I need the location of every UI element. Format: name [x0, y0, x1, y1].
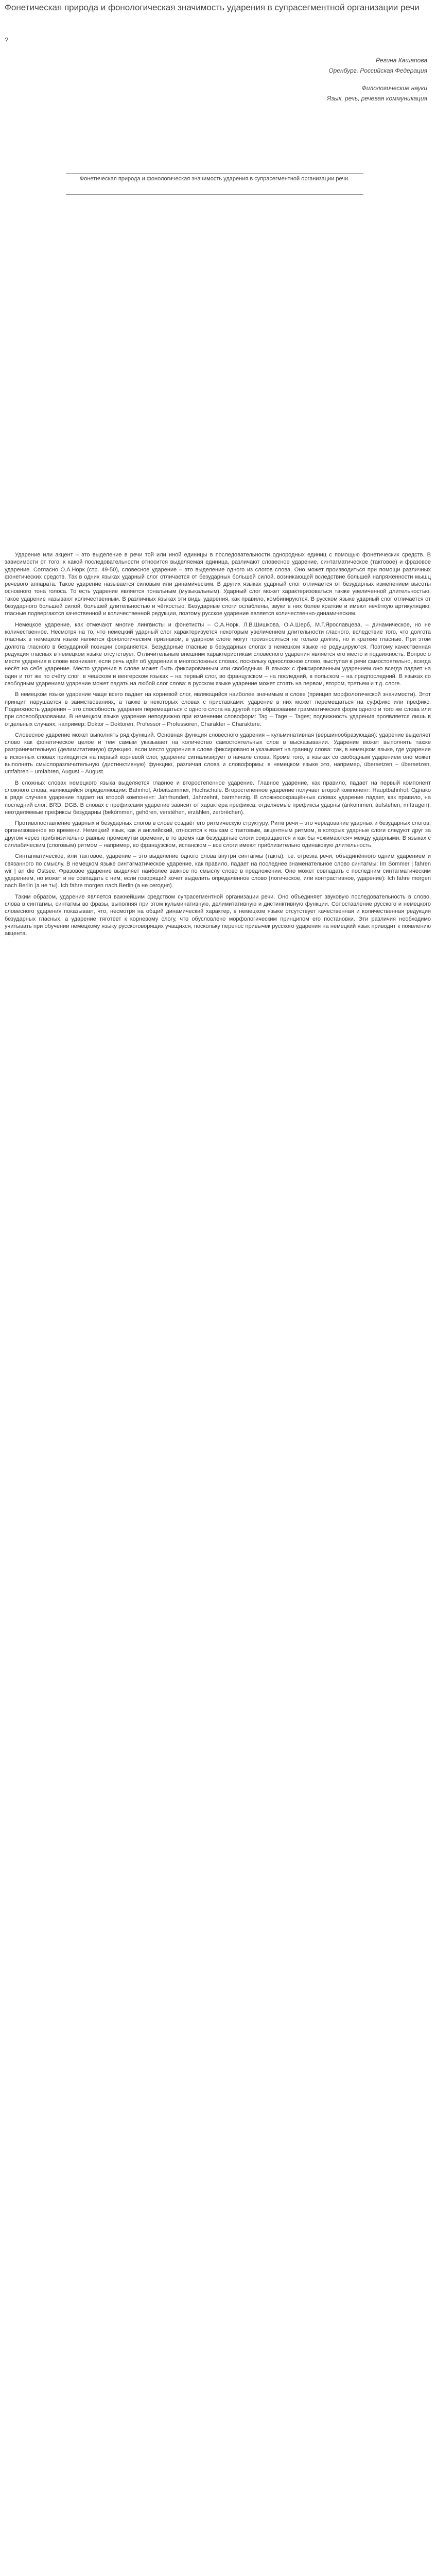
body-paragraph: Противопоставление ударных и безударных слогов в слове создаёт его ритмическую структуру. Ритм речи – это чередование ударных и безударных слогов, организованное во времени. Немецкий язык, как и английский, относится к языкам с тактовым, акцентным ритмом, в которых ударные слоги следуют друг за другом через приблизительно равные промежутки времени, в то время как безударные слоги сокращаются и как бы «сжимаются» между ударными. В языках с силлабическим (слоговым) ритмом – например, во французском, испанском – все слоги имеют приблизительно одинаковую длительность.	[5, 820, 431, 849]
science-field: Филологические науки	[361, 84, 427, 92]
author-name: Регина Кашапова	[376, 57, 427, 64]
body-paragraph: Словесное ударение может выполнять ряд функций. Основная функция словесного ударения – кульминативная (вершинообразующая): ударение выделяет слово как фонетическое целое и тем самым указывает на количество самостоятельных слов в высказывании. Ударение может выполнять также разграничительную (делимитативную) функцию, если место ударения в слове фиксировано и указывает на границу слова: так, в немецком языке, где ударение в исконных словах приходится на первый корневой слог, ударение сигнализирует о начале слова. Кроме того, в языках со свободным ударением оно может выполнять смыслоразличительную (дистинктивную) функцию, различая слова и словоформы: в немецком языке это, например, übersetzen – übersetzen, umfahren – umfahren, August – August.	[5, 732, 431, 775]
question-mark-text: ?	[5, 36, 9, 44]
body-paragraph: Синтагматическое, или тактовое, ударение – это выделение одного слова внутри синтагмы (такта), т.е. отрезка речи, объединённого одним ударением и связанного по смыслу. В немецком языке синтагматическое ударение, как правило, падает на последнее знаменательное слово синтагмы: Im Sommer | fahren wir | an die Ostsee. Фразовое ударение выделяет наиболее важное по смыслу слово в предложении. Оно может совпадать с последним синтагматическим ударением, но может и не совпадать с ним, если говорящий хочет выделить определённое слово (логическое, или контрастивное, ударение): Ich fahre morgen nach Berlin (а не ты). Ich fahre morgen nach Berlin (а не сегодня).	[5, 853, 431, 889]
article-body	[5, 551, 431, 941]
author-location: Оренбург, Российская Федерация	[328, 67, 427, 74]
body-paragraph: Немецкое ударение, как отмечают многие лингвисты и фонетисты – О.А.Норк, Л.В.Шишкова, О.А.Шерб, М.Г.Ярославцева, – динамическое, но не количественное. Несмотря на то, что немецкий ударный слог характеризуется некоторым увеличением длительности гласного, вследствие того, что долгота гласных в немецком языке является фонологическим признаком, в ударном слоге могут произноситься не только долгие, но и краткие гласные. При этом долгота гласного в безударной позиции сохраняется. Безударные гласные в безударных слогах в немецком языке не редуцируются. Поэтому качественная редукция гласных в немецком языке отсутствует. Отличительным внешним характеристикам словесного ударения является его место и подвижность. Вопрос о месте ударения в слове возникает, если речь идёт об ударении в многосложных словах, поскольку односложное слово, выступая в речи самостоятельно, всегда несёт на себе ударение. Место ударения в слове может быть фиксированным или свободным. В языках с фиксированным ударением оно всегда падает на один и тот же по счёту слог: в чешском и венгерском языках – на первый слог, во французском – на последний, в польском – на предпоследний. В языках со свободным ударением ударение может падать на любой слог слова: в русском языке ударение может стоять на первом, втором, третьем и т.д. слоге.	[5, 621, 431, 687]
body-paragraph: В немецком языке ударение чаще всего падает на корневой слог, являющийся наиболее значимым в слове (принцип морфологической значимости). Этот принцип нарушается в заимствованиях, а также в некоторых словах с приставками: ударение в них может перемещаться на суффикс или префикс. Подвижность ударения – это способность ударения перемещаться с одного слога на другой при образовании грамматических форм одного и того же слова или при словообразовании. В немецком языке ударение неподвижно при изменении словоформ: Tag – Tage – Tages; подвижность ударения проявляется лишь в отдельных случаях, например: Doktor – Doktoren, Professor – Professoren, Charakter – Charaktere.	[5, 691, 431, 727]
body-paragraph: Таким образом, ударение является важнейшим средством супрасегментной организации речи. Оно объединяет звуковую последовательность в слово, слова в синтагмы, синтагмы во фразы, выполняя при этом кульминативную, делимитативную и дистинктивную функции. Сопоставление русского и немецкого словесного ударения показывает, что, несмотря на общий динамический характер, в немецком языке отсутствует качественная и количественная редукция безударных гласных, а ударение тяготеет к корневому слогу, что обусловлено морфологическим принципом его постановки. Эти различия необходимо учитывать при обучении немецкому языку русскоговорящих учащихся, поскольку перенос привычек русского ударения на немецкий язык приводит к появлению акцента.	[5, 893, 431, 937]
science-subfield: Язык, речь, речевая коммуникация	[327, 95, 427, 102]
title-figure-caption: Фонетическая природа и фонологическая значимость ударения в супрасегментной организации речи.	[66, 173, 363, 195]
body-paragraph: В сложных словах немецкого языка выделяется главное и второстепенное ударение. Главное ударение, как правило, падает на первый компонент сложного слова, являющийся определяющим: Bahnhof, Arbeitszimmer, Hochschule. Второстепенное ударение получает второй компонент: Hauptbahnhof. Однако в ряде случаев ударение падает на второй компонент: Jahrhundert, Jahrzehnt, barmherzig. В сложносокращённых словах ударение падает, как правило, на последний слог: BRD, DGB. В словах с префиксами ударение зависит от характера префикса: отделяемые префиксы ударны (ánkommen, áufstehen, míttragen), неотделяемые префиксы безударны (bekómmen, gehören, verstéhen, erzählen, zerbréchen).	[5, 779, 431, 816]
article-title: Фонетическая природа и фонологическая значимость ударения в супрасегментной организации речи	[5, 3, 420, 12]
body-paragraph: Ударение или акцент – это выделение в речи той или иной единицы в последовательности однородных единиц с помощью фонетических средств. В зависимости от того, к какой последовательности относится выделяемая единица, различают словесное ударение, синтагматическое (тактовое) и фразовое ударение. Согласно О.А.Норк (стр. 49-50), словесное ударение – это выделение одного из слогов слова. Оно может производиться при помощи различных фонетических средств. Так в одних языках ударный слог отличается от безударных большей силой, возникающей вследствие большей напряжённости мышц речевого аппарата. Такое ударение называется силовым или динамическим. В других языках ударный слог отличается от безударных изменением высоты основного тона голоса. То есть ударение является тональным (музыкальным). Ударный слог может характеризоваться также увеличенной длительностью, такое ударение называют количественным. В различных языках эти виды ударения, как правило, комбинируются. В русском языке ударный слог отличается от безударного большей силой, большей длительностью и чёткостью. Безударные слоги ослаблены, звуки в них более краткие и имеют нечёткую артикуляцию, гласные подвергаются качественной и количественной редукции, поэтому русское ударение является количественно-динамическим.	[5, 552, 431, 617]
